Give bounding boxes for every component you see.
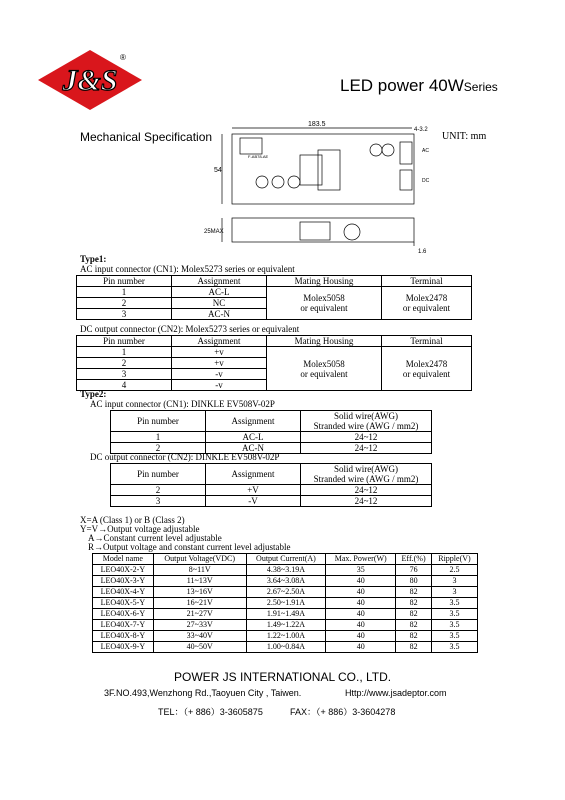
terminal-cell: Molex2478 or equivalent (382, 347, 472, 391)
table-row (77, 347, 472, 358)
model-cell: 3.5 (431, 631, 477, 642)
table-header-row (77, 336, 472, 347)
model-cell: 3.5 (431, 642, 477, 653)
model-cell: 40~50V (153, 642, 246, 653)
col-power: Max. Power(W) (326, 554, 396, 565)
type1-dc-table (76, 335, 472, 391)
company-tel: TEL：（+ 886）3-3605875 (158, 707, 263, 717)
pin-cell: 2 (111, 443, 206, 454)
model-cell: LEO40X-5-Y (93, 598, 154, 609)
model-cell: 1.22~1.00A (246, 631, 326, 642)
col-terminal: Terminal (382, 336, 472, 347)
wire-cell: 24~12 (301, 432, 432, 443)
model-cell: 3.5 (431, 609, 477, 620)
model-cell: 1.91~1.49A (246, 609, 326, 620)
pin-cell: 2 (77, 358, 172, 369)
col-current: Output Current(A) (246, 554, 326, 565)
company-website[interactable]: Http://www.jsadeptor.com (345, 688, 447, 698)
col-wire: Solid wire(AWG) Stranded wire (AWG / mm2) (301, 464, 432, 485)
col-pin: Pin number (111, 411, 206, 432)
type2-dc-caption: DC output connector (CN2): DINKLE EV508V-02P (90, 452, 280, 462)
model-cell: 2.5 (431, 565, 477, 576)
model-cell: 27~33V (153, 620, 246, 631)
assignment-cell: NC (172, 298, 267, 309)
table-header-row (77, 276, 472, 287)
dim-length: 183.5 (308, 121, 326, 128)
mechanical-drawing (200, 120, 445, 260)
pcb-side-view (232, 218, 414, 242)
model-cell: 16~21V (153, 598, 246, 609)
col-pin: Pin number (77, 276, 172, 287)
dc-label: DC (422, 178, 430, 184)
col-eff: Eff.(%) (396, 554, 432, 565)
model-cell: 82 (396, 642, 432, 653)
assignment-cell: +V (206, 485, 301, 496)
model-cell: 82 (396, 620, 432, 631)
table-row (93, 642, 478, 653)
type1-ac-table (76, 275, 472, 320)
registered-mark: ® (120, 53, 126, 62)
model-cell: 2.50~1.91A (246, 598, 326, 609)
note-class: X=A (Class 1) or B (Class 2) (80, 515, 185, 525)
assignment-cell: AC-N (172, 309, 267, 320)
model-cell: 40 (326, 587, 396, 598)
model-cell: 3 (431, 576, 477, 587)
company-fax: FAX：（+ 886）3-3604278 (290, 707, 396, 717)
model-cell: 13~16V (153, 587, 246, 598)
model-cell: 11~13V (153, 576, 246, 587)
assignment-cell: AC-L (172, 287, 267, 298)
dim-height: 25MAX (204, 229, 224, 235)
model-cell: 82 (396, 587, 432, 598)
pin-cell: 1 (111, 432, 206, 443)
table-row (77, 287, 472, 298)
pin-cell: 1 (77, 287, 172, 298)
dim-pcb: 1.6 (418, 249, 427, 255)
assignment-cell: +v (172, 347, 267, 358)
col-voltage: Output Voltage(VDC) (153, 554, 246, 565)
col-model: Model name (93, 554, 154, 565)
assignment-cell: -V (206, 496, 301, 507)
col-housing: Mating Housing (267, 276, 382, 287)
model-table (92, 553, 478, 653)
model-cell: 40 (326, 642, 396, 653)
type2-ac-caption: AC input connector (CN1): DINKLE EV508V-02P (90, 399, 275, 409)
board-label: F-AB78-AE (248, 154, 269, 159)
table-row (93, 587, 478, 598)
dim-holes: 4-3.2 (414, 127, 428, 133)
pin-cell: 1 (77, 347, 172, 358)
col-wire: Solid wire(AWG) Stranded wire (AWG / mm2) (301, 411, 432, 432)
model-cell: LEO40X-7-Y (93, 620, 154, 631)
note-current: A→Constant current level adjustable (88, 533, 222, 543)
pin-cell: 4 (77, 380, 172, 391)
pin-cell: 3 (111, 496, 206, 507)
mechanical-heading: Mechanical Specification (80, 130, 213, 144)
model-cell: LEO40X-2-Y (93, 565, 154, 576)
model-cell: 40 (326, 620, 396, 631)
model-cell: 40 (326, 576, 396, 587)
col-assignment: Assignment (206, 464, 301, 485)
model-cell: 2.67~2.50A (246, 587, 326, 598)
model-cell: 82 (396, 609, 432, 620)
type2-dc-table (110, 463, 432, 507)
model-cell: LEO40X-3-Y (93, 576, 154, 587)
model-cell: 4.38~3.19A (246, 565, 326, 576)
table-header-row (93, 554, 478, 565)
type1-dc-caption: DC output connector (CN2): Molex5273 series or equivalent (80, 324, 300, 334)
pin-cell: 2 (77, 298, 172, 309)
table-row (111, 496, 432, 507)
col-ripple: Ripple(V) (431, 554, 477, 565)
assignment-cell: -v (172, 369, 267, 380)
unit-label: UNIT: mm (442, 131, 487, 142)
table-row (93, 620, 478, 631)
housing-cell: Molex5058 or equivalent (267, 347, 382, 391)
model-cell: 1.49~1.22A (246, 620, 326, 631)
type1-heading: Type1: (80, 254, 107, 264)
wire-cell: 24~12 (301, 496, 432, 507)
col-assignment: Assignment (206, 411, 301, 432)
table-row (93, 609, 478, 620)
pin-cell: 3 (77, 369, 172, 380)
page-title: LED power 40WSeries (340, 76, 498, 95)
ac-label: AC (422, 148, 429, 154)
pin-cell: 3 (77, 309, 172, 320)
title-series: Series (463, 80, 498, 94)
model-cell: 80 (396, 576, 432, 587)
model-cell: 33~40V (153, 631, 246, 642)
table-row (111, 485, 432, 496)
type2-ac-table (110, 410, 432, 454)
pin-cell: 2 (111, 485, 206, 496)
logo-text: J&S (62, 64, 118, 97)
model-cell: 35 (326, 565, 396, 576)
model-cell: 82 (396, 631, 432, 642)
model-cell: 3 (431, 587, 477, 598)
assignment-cell: -v (172, 380, 267, 391)
model-cell: 76 (396, 565, 432, 576)
col-assignment: Assignment (172, 336, 267, 347)
assignment-cell: +v (172, 358, 267, 369)
model-cell: 40 (326, 609, 396, 620)
model-cell: 3.64~3.08A (246, 576, 326, 587)
col-assignment: Assignment (172, 276, 267, 287)
model-cell: LEO40X-6-Y (93, 609, 154, 620)
housing-cell: Molex5058 or equivalent (267, 287, 382, 320)
model-cell: 40 (326, 598, 396, 609)
note-both: R→Output voltage and constant current level adjustable (88, 542, 291, 552)
table-row (111, 432, 432, 443)
note-voltage: Y=V→Output voltage adjustable (80, 524, 200, 534)
table-header-row (111, 411, 432, 432)
model-cell: 21~27V (153, 609, 246, 620)
assignment-cell: AC-N (206, 443, 301, 454)
col-pin: Pin number (77, 336, 172, 347)
model-cell: 82 (396, 598, 432, 609)
table-row (93, 598, 478, 609)
brand-logo (34, 46, 146, 114)
company-address: 3F.NO.493,Wenzhong Rd.,Taoyuen City , Taiwen. (104, 688, 302, 698)
table-row (93, 565, 478, 576)
table-header-row (111, 464, 432, 485)
wire-cell: 24~12 (301, 485, 432, 496)
model-cell: LEO40X-9-Y (93, 642, 154, 653)
col-housing: Mating Housing (267, 336, 382, 347)
model-cell: 1.00~0.84A (246, 642, 326, 653)
model-cell: 40 (326, 631, 396, 642)
model-cell: LEO40X-8-Y (93, 631, 154, 642)
col-pin: Pin number (111, 464, 206, 485)
model-cell: LEO40X-4-Y (93, 587, 154, 598)
terminal-cell: Molex2478 or equivalent (382, 287, 472, 320)
model-cell: 3.5 (431, 598, 477, 609)
wire-cell: 24~12 (301, 443, 432, 454)
model-cell: 8~11V (153, 565, 246, 576)
type2-heading: Type2: (80, 389, 107, 399)
model-cell: 3.5 (431, 620, 477, 631)
table-row (93, 631, 478, 642)
type1-ac-caption: AC input connector (CN1): Molex5273 series or equivalent (80, 264, 295, 274)
company-name: POWER JS INTERNATIONAL CO., LTD. (174, 670, 392, 684)
dim-width: 54 (214, 167, 222, 174)
table-row (93, 576, 478, 587)
assignment-cell: AC-L (206, 432, 301, 443)
col-terminal: Terminal (382, 276, 472, 287)
